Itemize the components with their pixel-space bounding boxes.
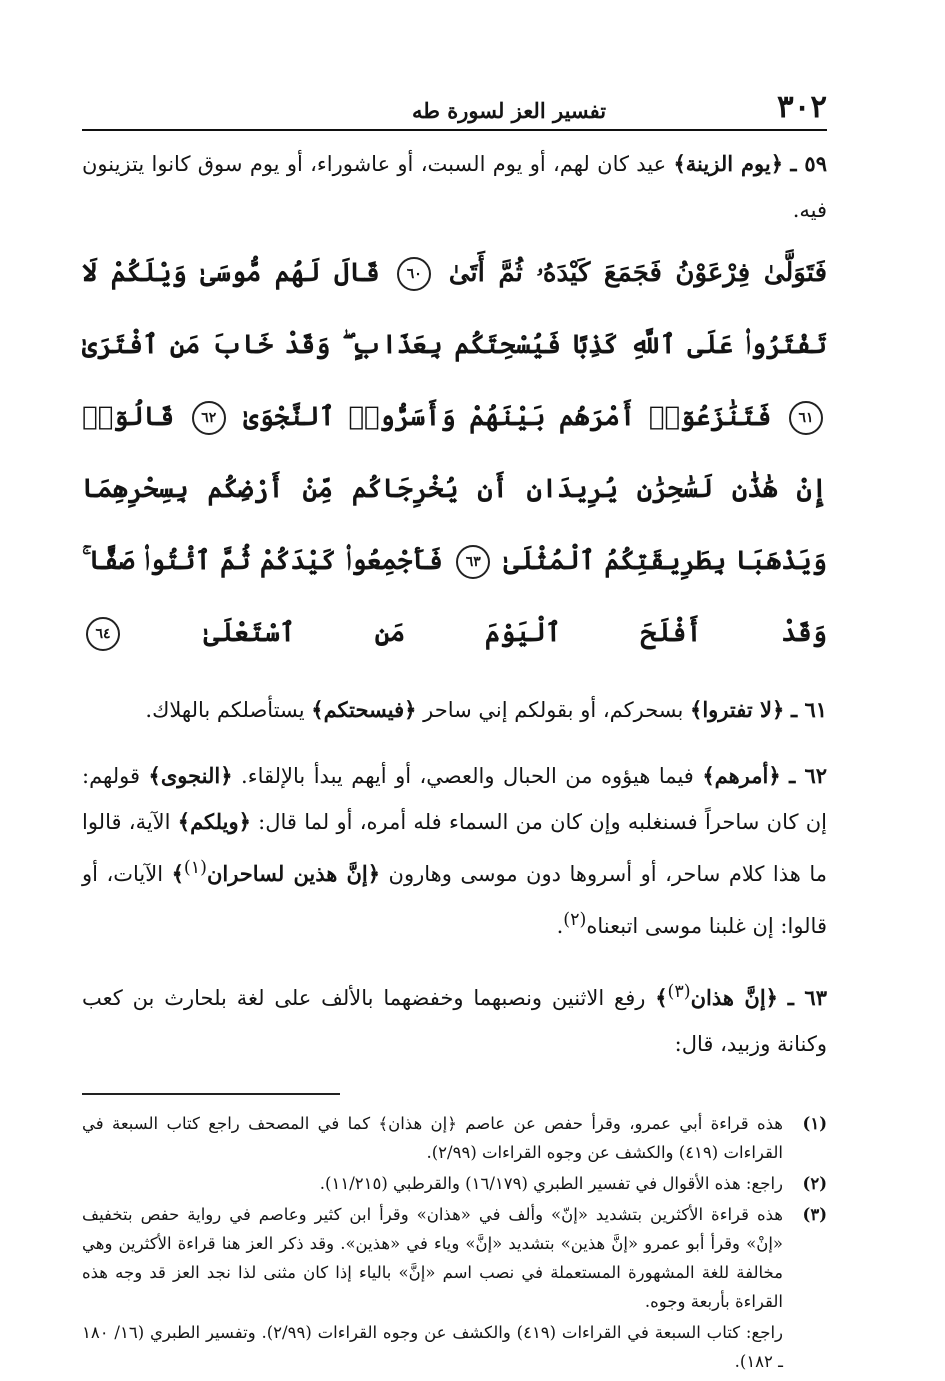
commentary-text: قولهم: إن كان ساحراً فسنغلبه وإن كان من السماء فله أمره، أو لما قال: <box>82 764 827 834</box>
footnote-1 <box>82 1109 827 1167</box>
footnote-rule <box>82 1093 340 1095</box>
ayah-number-marker: ٦٠ <box>397 257 431 291</box>
quranic-term: ﴿لا تفتروا﴾ <box>690 697 785 722</box>
footnote-number: (١) <box>802 1114 827 1133</box>
quran-verses-block <box>82 237 827 669</box>
footnote-3-references: راجع: كتاب السبعة في القراءات (٤١٩) والكشف عن وجوه القراءات (٢/٩٩). وتفسير الطبري (١٦/ ١٨٠ ـ ١٨٢). <box>82 1323 783 1371</box>
verse-63: قَالُوٓا۟ إِنْ هَٰذَٰنِ لَسَٰحِرَٰنِ يُرِيدَانِ أَن يُخْرِجَاكُم مِّنْ أَرْضِكُم بِسِحْرِهِمَا وَيَذْهَبَا بِطَرِيقَتِكُمُ ٱلْمُثْلَىٰ <box>82 402 827 576</box>
footnote-number: (٢) <box>802 1174 827 1193</box>
commentary-text: فيما هيؤوه من الحبال والعصي، أو أيهم يبدأ بالإلقاء. <box>232 764 703 788</box>
verse-62: فَتَنَٰزَعُوٓا۟ أَمْرَهُم بَيْنَهُمْ وَأَسَرُّوا۟ ٱلنَّجْوَىٰ <box>243 402 772 432</box>
quranic-term: ﴿فيسحتكم﴾ <box>311 697 417 722</box>
quranic-term: ﴿إنَّ هذان <box>690 985 778 1010</box>
quranic-term: ﴿يوم الزينة﴾ <box>673 151 783 176</box>
commentary-text: يستأصلكم بالهلاك. <box>145 698 312 722</box>
quranic-term: ﴿إنَّ هذين لساحران <box>206 861 381 886</box>
ayah-number-marker: ٦٣ <box>456 545 490 579</box>
sentence-end: . <box>556 914 564 938</box>
footnote-ref: (٢) <box>563 910 587 930</box>
footnote-text: هذه قراءة الأكثرين بتشديد «إنّ» وألف في «هذان» وقرأ ابن كثير وعاصم في رواية حفص بتخفيف «إنْ» وقرأ أبو عمرو «إنَّ هذين» بتشديد «إنَّ» وياء في «هذين». وقد ذكر العز هنا قراءة الأكثرين وهي مخالفة للغة المشهورة المستعملة في نصب اسم «إنَّ» بالياء إذا كان مثنى لذا نجد العز قد وجه هذه القراءة بأربعة وجوه. <box>82 1205 783 1311</box>
page-number: ٣٠٢ <box>777 89 827 125</box>
verse-60: فَتَوَلَّىٰ فِرْعَوْنُ فَجَمَعَ كَيْدَهُۥ ثُمَّ أَتَىٰ <box>448 258 827 288</box>
note-number: ٥٩ ـ <box>790 151 827 176</box>
footnote-2 <box>82 1169 827 1198</box>
note-number: ٦٢ ـ <box>789 763 827 788</box>
footnote-separator <box>82 1079 827 1109</box>
commentary-text: رفع الاثنين ونصبهما وخفضهما بالألف على لغة بلحارث بن كعب وكنانة وزبيد، قال: <box>82 986 827 1056</box>
commentary-63 <box>82 969 827 1067</box>
running-title: تفسير العز لسورة طه <box>412 98 607 123</box>
footnote-text: راجع: هذه الأقوال في تفسير الطبري (١٦/١٧٩) والقرطبي (١١/٢١٥). <box>319 1174 783 1193</box>
commentary-61 <box>82 687 827 733</box>
quranic-term: ﴿النجوى﴾ <box>148 763 233 788</box>
footnotes <box>82 1109 827 1376</box>
footnote-text: هذه قراءة أبي عمرو، وقرأ حفص عن عاصم ﴿إن هذان﴾ كما في المصحف راجع كتاب السبعة في القراءات (٤١٩) والكشف عن وجوه القراءات (٢/٩٩). <box>82 1114 783 1162</box>
ayah-number-marker: ٦٤ <box>86 617 120 651</box>
commentary-text: الآية، قالوا ما هذا كلام ساحر، أو أسروها دون موسى وهارون <box>82 810 828 886</box>
footnote-3 <box>82 1200 827 1316</box>
ayah-number-marker: ٦١ <box>789 401 823 435</box>
note-number: ٦١ ـ <box>790 697 827 722</box>
quranic-term: ﴿أمرهم﴾ <box>702 763 781 788</box>
footnote-number: (٣) <box>802 1205 827 1224</box>
commentary-text: عيد كان لهم، أو يوم السبت، أو عاشوراء، أو يوم سوق كانوا يتزينون فيه. <box>82 152 827 222</box>
footnote-ref: (١) <box>183 858 207 878</box>
commentary-59 <box>82 141 827 233</box>
verse-61: قَالَ لَهُم مُّوسَىٰ وَيْلَكُمْ لَا تَفْتَرُوا۟ عَلَى ٱللَّهِ كَذِبًا فَيُسْحِتَكُم بِعَذَابٍ ۖ وَقَدْ خَابَ مَنِ ٱفْتَرَىٰ <box>82 258 827 360</box>
page-header <box>82 85 827 131</box>
ayah-number-marker: ٦٢ <box>192 401 226 435</box>
quranic-term: ﴿ويلكم﴾ <box>177 809 251 834</box>
commentary-text: الآيات، أو قالوا: إن غلبنا موسى اتبعناه <box>82 862 827 938</box>
quranic-term-close: ﴾ <box>655 985 668 1010</box>
note-number: ٦٣ ـ <box>787 985 827 1010</box>
footnote-ref: (٣) <box>667 982 691 1002</box>
commentary-62 <box>82 753 827 949</box>
quranic-term-close: ﴾ <box>171 861 184 886</box>
commentary-text: بسحركم، أو بقولكم إني ساحر <box>416 698 691 722</box>
verse-64: فَأَجْمِعُوا۟ كَيْدَكُمْ ثُمَّ ٱئْتُوا۟ صَفًّا ۚ وَقَدْ أَفْلَحَ ٱلْيَوْمَ مَنِ ٱسْتَعْلَىٰ <box>82 546 827 648</box>
